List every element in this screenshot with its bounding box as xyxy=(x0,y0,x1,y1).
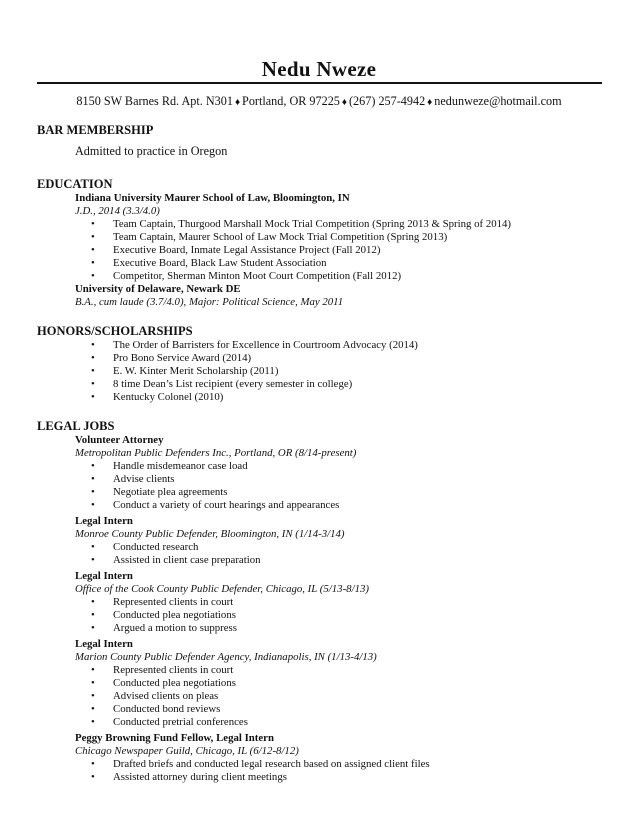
job-org: Monroe County Public Defender, Bloomington, IN (1/14-3/14) xyxy=(75,528,345,540)
job-role: Legal Intern xyxy=(75,570,133,582)
list-item: • Executive Board, Inmate Legal Assistance Project (Fall 2012) xyxy=(91,244,617,257)
diamond-separator-icon: ♦ xyxy=(341,97,347,108)
education-list xyxy=(75,192,617,309)
school-name: University of Delaware, Newark DE xyxy=(75,283,241,295)
diamond-separator-icon: ♦ xyxy=(427,97,433,108)
list-item: • Executive Board, Black Law Student Association xyxy=(91,257,617,270)
job-entry xyxy=(75,570,617,635)
job-role: Volunteer Attorney xyxy=(75,434,164,446)
school-degree: J.D., 2014 (3.3/4.0) xyxy=(75,205,160,217)
list-item: • Team Captain, Maurer School of Law Mock Trial Competition (Spring 2013) xyxy=(91,231,617,244)
contact-city: Portland, OR 97225 xyxy=(242,94,340,108)
list-item: • Team Captain, Thurgood Marshall Mock Trial Competition (Spring 2013 & Spring of 2014) xyxy=(91,218,617,231)
school-activities xyxy=(75,218,617,283)
list-item: • Advise clients xyxy=(91,473,617,486)
job-org: Chicago Newspaper Guild, Chicago, IL (6/12-8/12) xyxy=(75,745,299,757)
list-item: • Argued a motion to suppress xyxy=(91,622,617,635)
job-org: Office of the Cook County Public Defender, Chicago, IL (5/13-8/13) xyxy=(75,583,369,595)
list-item: • Negotiate plea agreements xyxy=(91,486,617,499)
list-item: • Conducted plea negotiations xyxy=(91,609,617,622)
job-role: Peggy Browning Fund Fellow, Legal Intern xyxy=(75,732,274,744)
list-item: • Handle misdemeanor case load xyxy=(91,460,617,473)
list-item: • Drafted briefs and conducted legal research based on assigned client files xyxy=(91,758,617,771)
list-item: • Pro Bono Service Award (2014) xyxy=(91,352,617,365)
contact-address: 8150 SW Barnes Rd. Apt. N301 xyxy=(76,94,233,108)
job-entry xyxy=(75,732,617,784)
bar-section-title: BAR MEMBERSHIP xyxy=(37,123,154,137)
jobs-section-title: LEGAL JOBS xyxy=(37,419,115,433)
job-entry xyxy=(75,434,617,512)
job-entry xyxy=(75,638,617,729)
contact-phone: (267) 257-4942 xyxy=(349,94,426,108)
contact-line xyxy=(0,93,638,111)
list-item: • Conduct a variety of court hearings and appearances xyxy=(91,499,617,512)
resume-body xyxy=(37,122,617,784)
job-role: Legal Intern xyxy=(75,515,133,527)
resume-name: Nedu Nweze xyxy=(261,57,377,81)
honors-list xyxy=(75,339,617,404)
school-name: Indiana University Maurer School of Law, Bloomington, IN xyxy=(75,192,350,204)
list-item: • Conducted plea negotiations xyxy=(91,677,617,690)
list-item: • Competitor, Sherman Minton Moot Court Competition (Fall 2012) xyxy=(91,270,617,283)
list-item: • Advised clients on pleas xyxy=(91,690,617,703)
list-item: • Conducted bond reviews xyxy=(91,703,617,716)
jobs-list xyxy=(75,434,617,784)
list-item: • Conducted pretrial conferences xyxy=(91,716,617,729)
job-org: Metropolitan Public Defenders Inc., Portland, OR (8/14-present) xyxy=(75,447,357,459)
list-item: • Assisted attorney during client meetings xyxy=(91,771,617,784)
job-org: Marion County Public Defender Agency, Indianapolis, IN (1/13-4/13) xyxy=(75,651,377,663)
school-degree: B.A., cum laude (3.7/4.0), Major: Political Science, May 2011 xyxy=(75,296,344,308)
contact-email[interactable]: nedunweze@hotmail.com xyxy=(434,94,562,108)
honors-section-title: HONORS/SCHOLARSHIPS xyxy=(37,324,193,338)
list-item: • Conducted research xyxy=(91,541,617,554)
diamond-separator-icon: ♦ xyxy=(234,97,241,108)
list-item: • Kentucky Colonel (2010) xyxy=(91,391,617,404)
education-section-title: EDUCATION xyxy=(37,177,113,191)
list-item: • 8 time Dean’s List recipient (every semester in college) xyxy=(91,378,617,391)
list-item: • E. W. Kinter Merit Scholarship (2011) xyxy=(91,365,617,378)
list-item: • Represented clients in court xyxy=(91,596,617,609)
bar-membership-text: Admitted to practice in Oregon xyxy=(75,144,228,158)
job-role: Legal Intern xyxy=(75,638,133,650)
list-item: • Assisted in client case preparation xyxy=(91,554,617,567)
list-item: • The Order of Barristers for Excellence in Courtroom Advocacy (2014) xyxy=(91,339,617,352)
list-item: • Represented clients in court xyxy=(91,664,617,677)
job-entry xyxy=(75,515,617,567)
header-rule xyxy=(37,82,602,84)
